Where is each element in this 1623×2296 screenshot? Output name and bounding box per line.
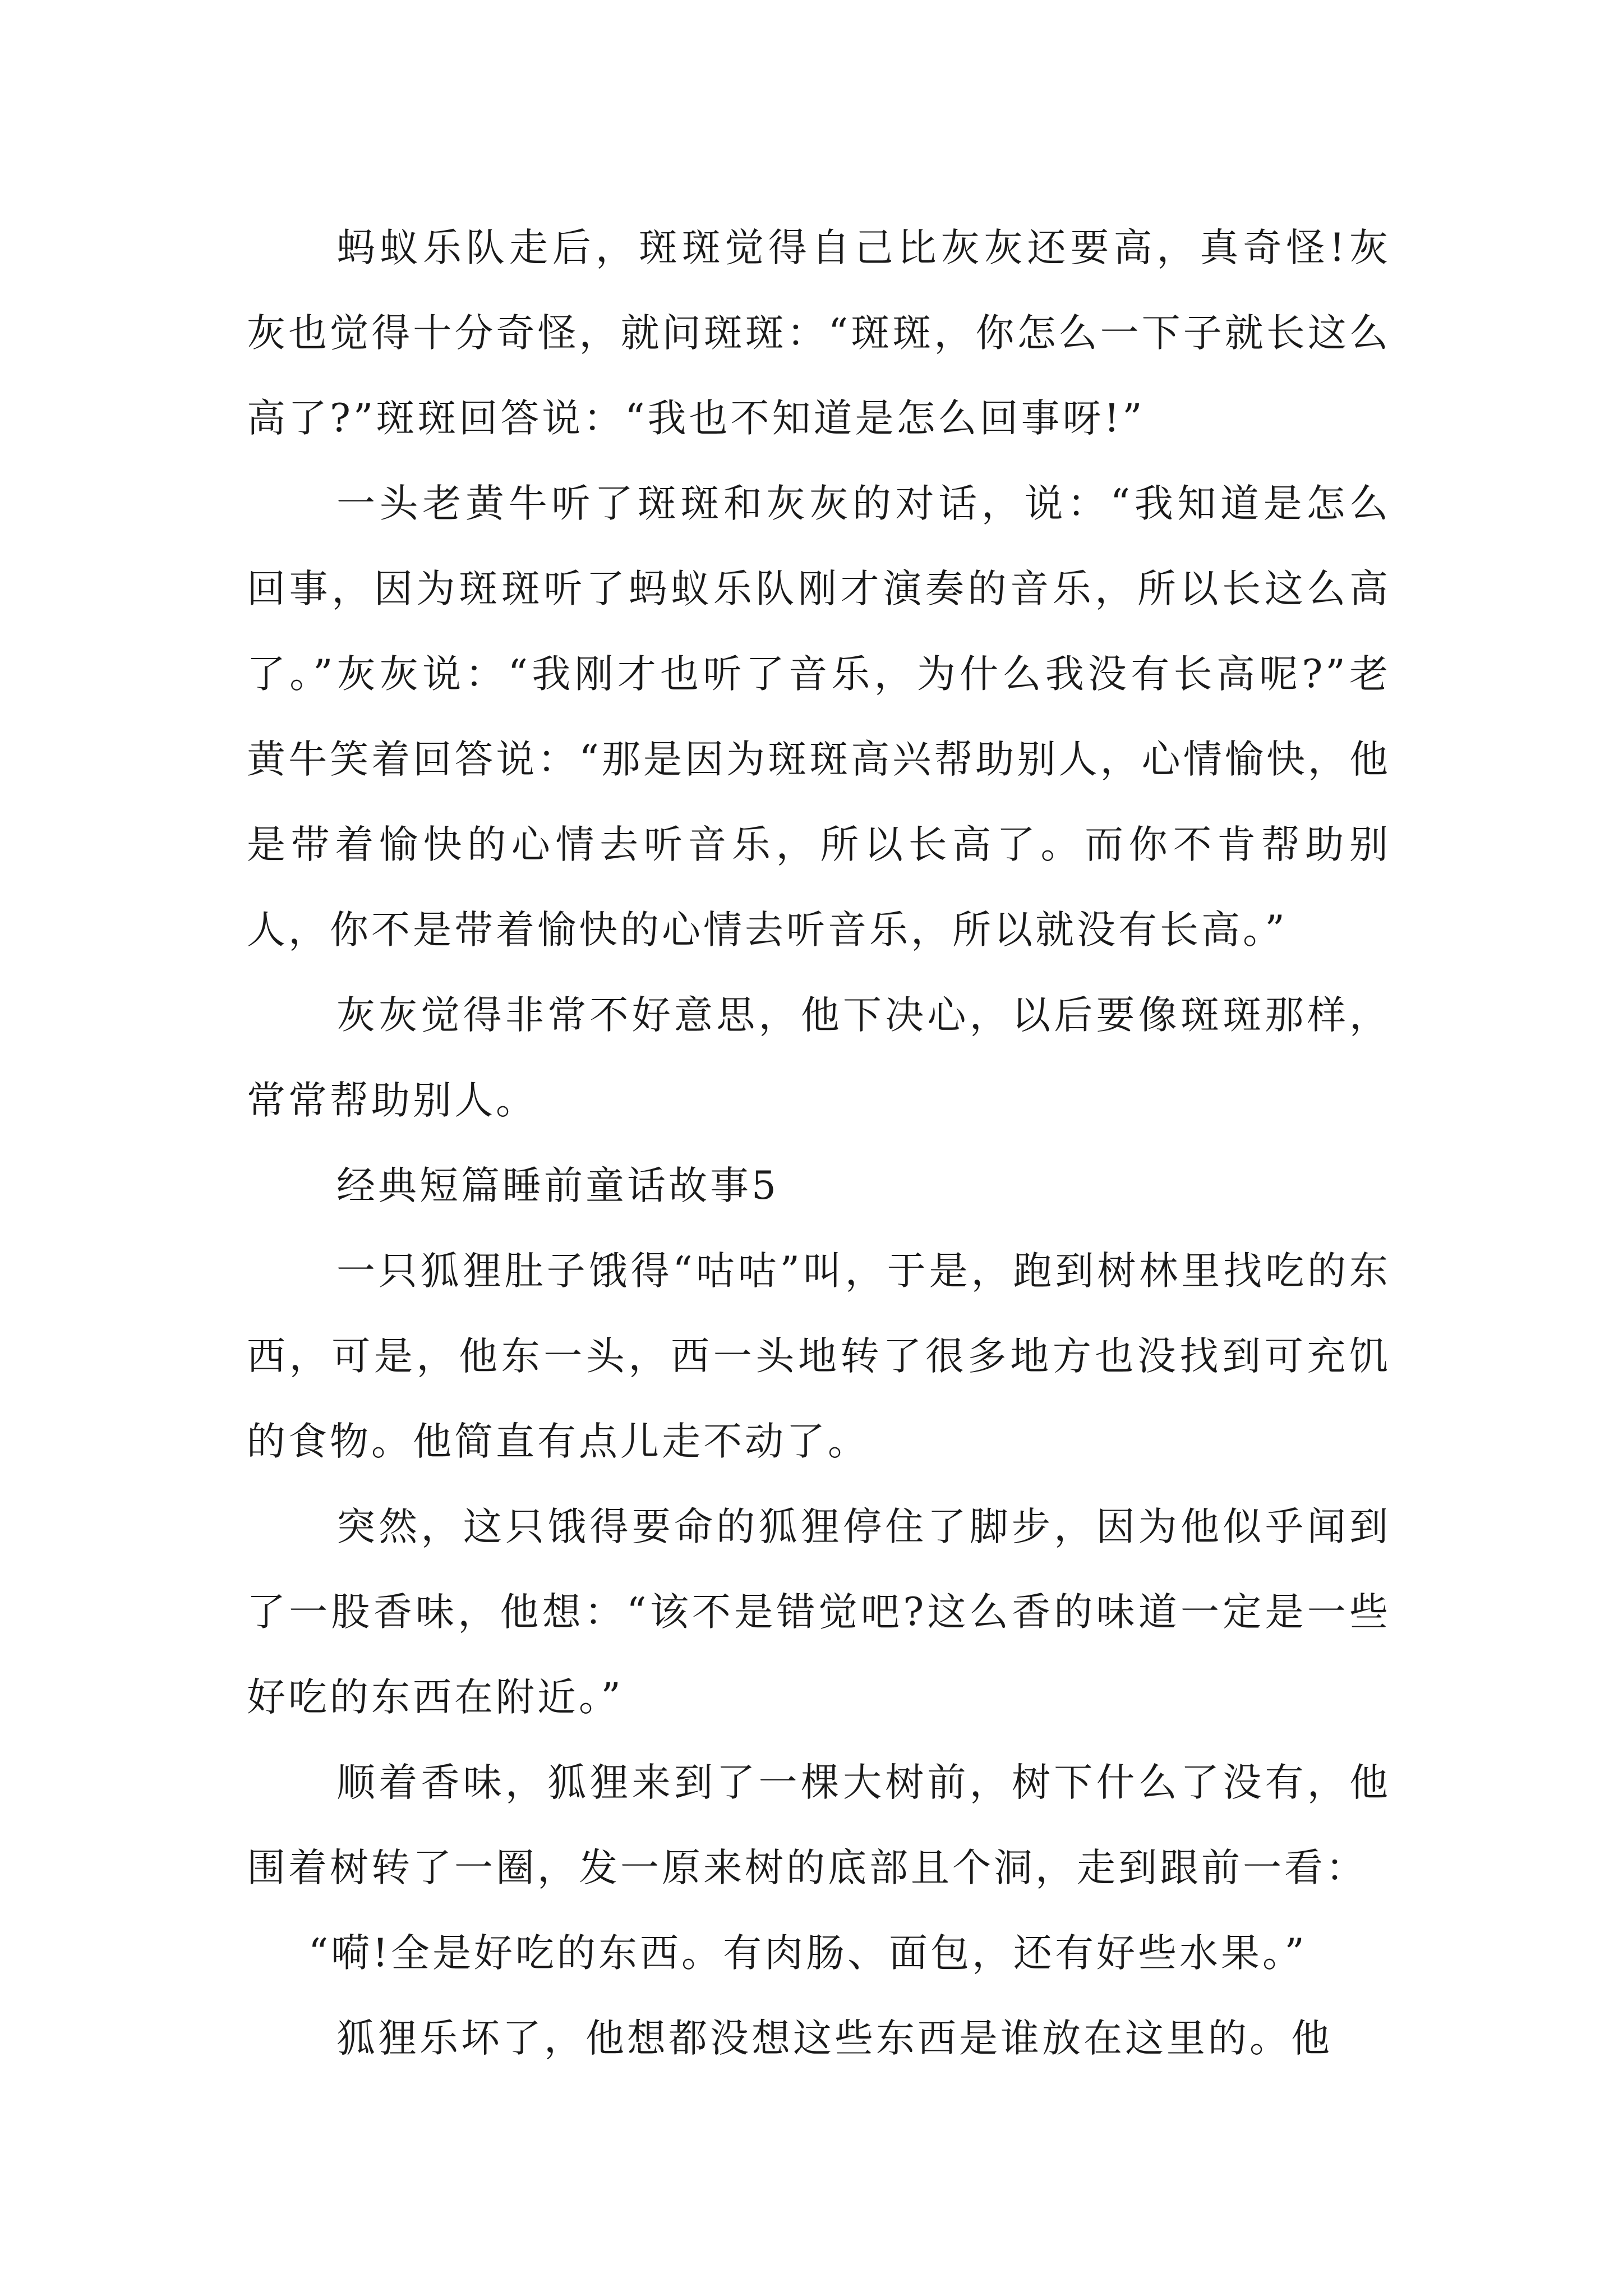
- paragraph-exclamation: “嗬!全是好吃的东西。有肉肠、面包，还有好些水果。”: [308, 1931, 1307, 1976]
- paragraph-old-ox-explains: 一头老黄牛听了斑斑和灰灰的对话，说：“我知道是怎么回事，因为斑斑听了蚂蚁乐队刚才演奏的音乐，所以长这么高了。”灰灰说：“我刚才也听了音乐，为什么我没有长高呢?”老黄牛笑着回答说：“那是因为斑斑高兴帮助别人，心情愉快，他是带着愉快的心情去听音乐，所以长高了。而你不肯帮助别人，你不是带着愉快的心情去听音乐，所以就没有长高。”: [247, 481, 1391, 953]
- paragraph-fox-happy: 狐狸乐坏了，他想都没想这些东西是谁放在这里的。他: [336, 2016, 1332, 2061]
- paragraph-hungry-fox: 一只狐狸肚子饿得“咕咕”叫，于是，跑到树林里找吃的东西，可是，他东一头，西一头地转了很多地方也没找到可充饥的食物。他简直有点儿走不动了。: [247, 1249, 1391, 1464]
- story-text: [247, 205, 1391, 2081]
- paragraph-big-tree: 顺着香味，狐狸来到了一棵大树前，树下什么了没有，他围着树转了一圈，发一原来树的底部且个洞，走到跟前一看：: [247, 1760, 1391, 1890]
- paragraph-ant-band-leaves: 蚂蚁乐队走后，斑斑觉得自己比灰灰还要高，真奇怪!灰灰也觉得十分奇怪，就问斑斑：“斑斑，你怎么一下子就长这么高了?”斑斑回答说：“我也不知道是怎么回事呀!”: [247, 226, 1391, 441]
- story-heading: 经典短篇睡前童话故事5: [336, 1163, 779, 1208]
- paragraph-huihui-resolves: 灰灰觉得非常不好意思，他下决心，以后要像斑斑那样，常常帮助别人。: [247, 993, 1391, 1123]
- paragraph-fox-smells: 突然，这只饿得要命的狐狸停住了脚步，因为他似乎闻到了一股香味，他想：“该不是错觉吧?这么香的味道一定是一些好吃的东西在附近。”: [247, 1504, 1391, 1720]
